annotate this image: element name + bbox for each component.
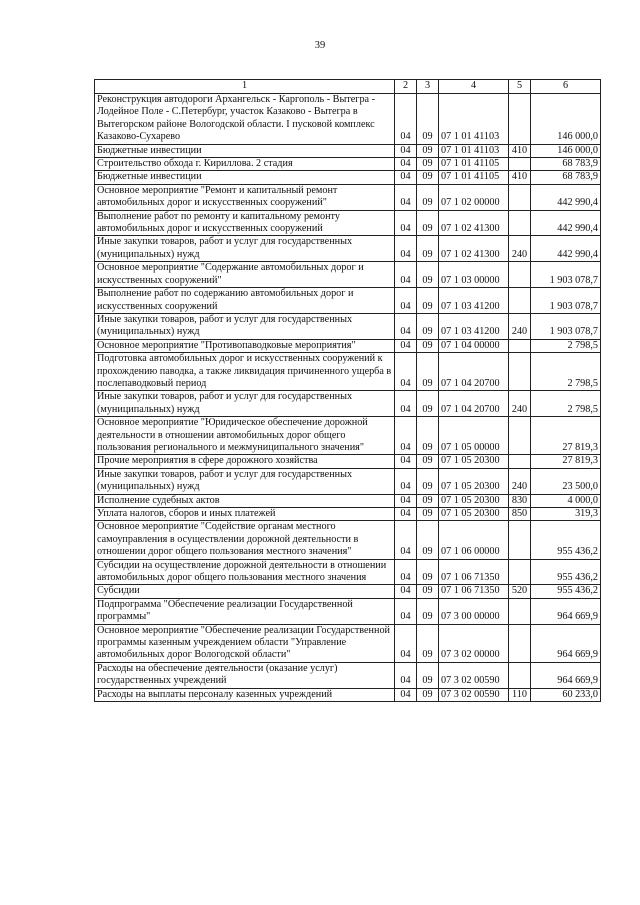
- row-name: Основное мероприятие "Содействие органам местного самоуправления в осуществлении дорожной деятельности в отношении дорог общего пользования местного значения": [95, 521, 395, 559]
- header-cell-4: 4: [439, 80, 509, 94]
- row-target-code: 07 1 04 20700: [439, 353, 509, 391]
- row-target-code: 07 1 05 00000: [439, 417, 509, 455]
- row-target-code: 07 1 02 41300: [439, 210, 509, 236]
- row-section: 04: [395, 353, 417, 391]
- row-name: Выполнение работ по содержанию автомобильных дорог и искусственных сооружений: [95, 288, 395, 314]
- row-name: Иные закупки товаров, работ и услуг для государственных (муниципальных) нужд: [95, 236, 395, 262]
- row-name: Прочие мероприятия в сфере дорожного хозяйства: [95, 455, 395, 468]
- row-name: Субсидии: [95, 585, 395, 598]
- row-expense-type: 850: [509, 508, 531, 521]
- header-row: [95, 80, 601, 94]
- row-section: 04: [395, 313, 417, 339]
- row-target-code: 07 3 02 00000: [439, 624, 509, 662]
- row-expense-type: [509, 288, 531, 314]
- row-target-code: 07 1 05 20300: [439, 468, 509, 494]
- row-amount: 146 000,0: [531, 94, 601, 145]
- table-row: [95, 585, 601, 598]
- row-section: 04: [395, 236, 417, 262]
- row-name: Основное мероприятие "Противопаводковые мероприятия": [95, 339, 395, 352]
- row-name: Расходы на выплаты персоналу казенных учреждений: [95, 688, 395, 701]
- row-amount: 442 990,4: [531, 236, 601, 262]
- row-expense-type: 240: [509, 313, 531, 339]
- row-amount: 955 436,2: [531, 585, 601, 598]
- row-section: 04: [395, 662, 417, 688]
- row-expense-type: [509, 624, 531, 662]
- row-subsection: 09: [417, 262, 439, 288]
- table-row: [95, 236, 601, 262]
- row-amount: 2 798,5: [531, 391, 601, 417]
- row-subsection: 09: [417, 391, 439, 417]
- row-subsection: 09: [417, 171, 439, 184]
- row-section: 04: [395, 559, 417, 585]
- row-section: 04: [395, 262, 417, 288]
- row-subsection: 09: [417, 144, 439, 157]
- row-name: Иные закупки товаров, работ и услуг для государственных (муниципальных) нужд: [95, 313, 395, 339]
- table-row: [95, 262, 601, 288]
- table-row: [95, 158, 601, 171]
- row-target-code: 07 1 04 00000: [439, 339, 509, 352]
- table-row: [95, 468, 601, 494]
- row-target-code: 07 1 04 20700: [439, 391, 509, 417]
- row-amount: 964 669,9: [531, 662, 601, 688]
- row-target-code: 07 1 03 00000: [439, 262, 509, 288]
- row-expense-type: [509, 598, 531, 624]
- row-amount: 60 233,0: [531, 688, 601, 701]
- row-target-code: 07 3 00 00000: [439, 598, 509, 624]
- row-subsection: 09: [417, 688, 439, 701]
- row-subsection: 09: [417, 508, 439, 521]
- row-amount: 146 000,0: [531, 144, 601, 157]
- table-row: [95, 144, 601, 157]
- row-subsection: 09: [417, 559, 439, 585]
- table-row: [95, 313, 601, 339]
- row-subsection: 09: [417, 598, 439, 624]
- row-subsection: 09: [417, 455, 439, 468]
- row-expense-type: 830: [509, 494, 531, 507]
- row-amount: 1 903 078,7: [531, 262, 601, 288]
- row-expense-type: 410: [509, 171, 531, 184]
- row-target-code: 07 1 05 20300: [439, 508, 509, 521]
- budget-table: [94, 79, 601, 702]
- row-section: 04: [395, 94, 417, 145]
- row-target-code: 07 1 06 71350: [439, 559, 509, 585]
- row-amount: 68 783,9: [531, 158, 601, 171]
- row-name: Уплата налогов, сборов и иных платежей: [95, 508, 395, 521]
- table-row: [95, 171, 601, 184]
- row-amount: 4 000,0: [531, 494, 601, 507]
- table-row: [95, 508, 601, 521]
- table-row: [95, 521, 601, 559]
- row-subsection: 09: [417, 339, 439, 352]
- row-name: Иные закупки товаров, работ и услуг для государственных (муниципальных) нужд: [95, 468, 395, 494]
- table-row: [95, 210, 601, 236]
- row-amount: 442 990,4: [531, 210, 601, 236]
- row-amount: 319,3: [531, 508, 601, 521]
- row-target-code: 07 1 01 41105: [439, 158, 509, 171]
- row-subsection: 09: [417, 94, 439, 145]
- row-expense-type: [509, 339, 531, 352]
- row-subsection: 09: [417, 521, 439, 559]
- row-expense-type: 410: [509, 144, 531, 157]
- row-name: Основное мероприятие "Ремонт и капитальный ремонт автомобильных дорог и искусственных сооружений": [95, 184, 395, 210]
- row-expense-type: [509, 417, 531, 455]
- row-section: 04: [395, 598, 417, 624]
- row-section: 04: [395, 171, 417, 184]
- row-expense-type: 240: [509, 391, 531, 417]
- row-name: Реконструкция автодороги Архангельск - Каргополь - Вытегра - Лодейное Поле - С.Петербург, участок Казаково - Вытегра в Вытегорском районе Вологодской области. I пусковой комплекс Казаково-Сухарево: [95, 94, 395, 145]
- row-expense-type: 110: [509, 688, 531, 701]
- row-target-code: 07 1 01 41105: [439, 171, 509, 184]
- row-section: 04: [395, 455, 417, 468]
- row-subsection: 09: [417, 313, 439, 339]
- row-target-code: 07 1 01 41103: [439, 144, 509, 157]
- row-amount: 1 903 078,7: [531, 313, 601, 339]
- row-section: 04: [395, 184, 417, 210]
- row-target-code: 07 1 03 41200: [439, 313, 509, 339]
- header-cell-3: 3: [417, 80, 439, 94]
- row-subsection: 09: [417, 624, 439, 662]
- row-section: 04: [395, 521, 417, 559]
- row-amount: 1 903 078,7: [531, 288, 601, 314]
- row-section: 04: [395, 508, 417, 521]
- row-amount: 964 669,9: [531, 598, 601, 624]
- row-name: Строительство обхода г. Кириллова. 2 стадия: [95, 158, 395, 171]
- table-row: [95, 494, 601, 507]
- row-subsection: 09: [417, 288, 439, 314]
- row-section: 04: [395, 624, 417, 662]
- page-number: 39: [314, 40, 326, 51]
- row-amount: 2 798,5: [531, 353, 601, 391]
- row-name: Субсидии на осуществление дорожной деятельности в отношении автомобильных дорог общего пользования местного значения: [95, 559, 395, 585]
- row-expense-type: [509, 210, 531, 236]
- row-section: 04: [395, 288, 417, 314]
- row-amount: 27 819,3: [531, 417, 601, 455]
- row-expense-type: 240: [509, 468, 531, 494]
- row-amount: 68 783,9: [531, 171, 601, 184]
- row-target-code: 07 3 02 00590: [439, 688, 509, 701]
- row-name: Выполнение работ по ремонту и капитальному ремонту автомобильных дорог и искусственных сооружений: [95, 210, 395, 236]
- row-amount: 23 500,0: [531, 468, 601, 494]
- row-target-code: 07 1 05 20300: [439, 455, 509, 468]
- row-amount: 955 436,2: [531, 559, 601, 585]
- row-amount: 27 819,3: [531, 455, 601, 468]
- row-section: 04: [395, 688, 417, 701]
- row-expense-type: [509, 455, 531, 468]
- row-subsection: 09: [417, 158, 439, 171]
- row-name: Иные закупки товаров, работ и услуг для государственных (муниципальных) нужд: [95, 391, 395, 417]
- row-section: 04: [395, 494, 417, 507]
- table-row: [95, 288, 601, 314]
- row-section: 04: [395, 468, 417, 494]
- row-section: 04: [395, 417, 417, 455]
- row-section: 04: [395, 144, 417, 157]
- row-expense-type: [509, 158, 531, 171]
- row-target-code: 07 1 06 00000: [439, 521, 509, 559]
- header-cell-5: 5: [509, 80, 531, 94]
- row-expense-type: [509, 353, 531, 391]
- row-target-code: 07 1 01 41103: [439, 94, 509, 145]
- row-target-code: 07 3 02 00590: [439, 662, 509, 688]
- row-subsection: 09: [417, 184, 439, 210]
- row-subsection: 09: [417, 494, 439, 507]
- row-name: Подпрограмма "Обеспечение реализации Государственной программы": [95, 598, 395, 624]
- row-amount: 442 990,4: [531, 184, 601, 210]
- row-section: 04: [395, 391, 417, 417]
- table-row: [95, 339, 601, 352]
- table-row: [95, 455, 601, 468]
- row-amount: 955 436,2: [531, 521, 601, 559]
- row-expense-type: [509, 94, 531, 145]
- row-subsection: 09: [417, 210, 439, 236]
- table-row: [95, 417, 601, 455]
- row-expense-type: 520: [509, 585, 531, 598]
- row-amount: 964 669,9: [531, 624, 601, 662]
- row-target-code: 07 1 06 71350: [439, 585, 509, 598]
- table-row: [95, 662, 601, 688]
- row-target-code: 07 1 03 41200: [439, 288, 509, 314]
- header-cell-2: 2: [395, 80, 417, 94]
- header-cell-1: 1: [95, 80, 395, 94]
- row-target-code: 07 1 02 41300: [439, 236, 509, 262]
- table-row: [95, 353, 601, 391]
- row-name: Основное мероприятие "Юридическое обеспечение дорожной деятельности в отношении автомобильных дорог общего пользования регионального и межмуниципального значения": [95, 417, 395, 455]
- table-row: [95, 624, 601, 662]
- table-row: [95, 688, 601, 701]
- row-name: Подготовка автомобильных дорог и искусственных сооружений к прохождению паводка, а также ликвидация причиненного ущерба в послепаводковый период: [95, 353, 395, 391]
- row-target-code: 07 1 05 20300: [439, 494, 509, 507]
- row-section: 04: [395, 339, 417, 352]
- row-expense-type: [509, 184, 531, 210]
- table-row: [95, 391, 601, 417]
- row-amount: 2 798,5: [531, 339, 601, 352]
- row-name: Бюджетные инвестиции: [95, 171, 395, 184]
- row-expense-type: [509, 662, 531, 688]
- row-expense-type: [509, 521, 531, 559]
- row-name: Основное мероприятие "Содержание автомобильных дорог и искусственных сооружений": [95, 262, 395, 288]
- row-expense-type: [509, 559, 531, 585]
- row-expense-type: 240: [509, 236, 531, 262]
- row-name: Основное мероприятие "Обеспечение реализации Государственной программы казенным учреждением области "Управление автомобильных дорог Вологодской области": [95, 624, 395, 662]
- row-expense-type: [509, 262, 531, 288]
- header-cell-6: 6: [531, 80, 601, 94]
- row-subsection: 09: [417, 662, 439, 688]
- row-subsection: 09: [417, 417, 439, 455]
- row-section: 04: [395, 158, 417, 171]
- row-section: 04: [395, 210, 417, 236]
- row-name: Расходы на обеспечение деятельности (оказание услуг) государственных учреждений: [95, 662, 395, 688]
- row-name: Бюджетные инвестиции: [95, 144, 395, 157]
- row-name: Исполнение судебных актов: [95, 494, 395, 507]
- table-row: [95, 559, 601, 585]
- row-subsection: 09: [417, 236, 439, 262]
- table-row: [95, 598, 601, 624]
- row-target-code: 07 1 02 00000: [439, 184, 509, 210]
- row-section: 04: [395, 585, 417, 598]
- row-subsection: 09: [417, 585, 439, 598]
- row-subsection: 09: [417, 468, 439, 494]
- table-row: [95, 94, 601, 145]
- table-row: [95, 184, 601, 210]
- row-subsection: 09: [417, 353, 439, 391]
